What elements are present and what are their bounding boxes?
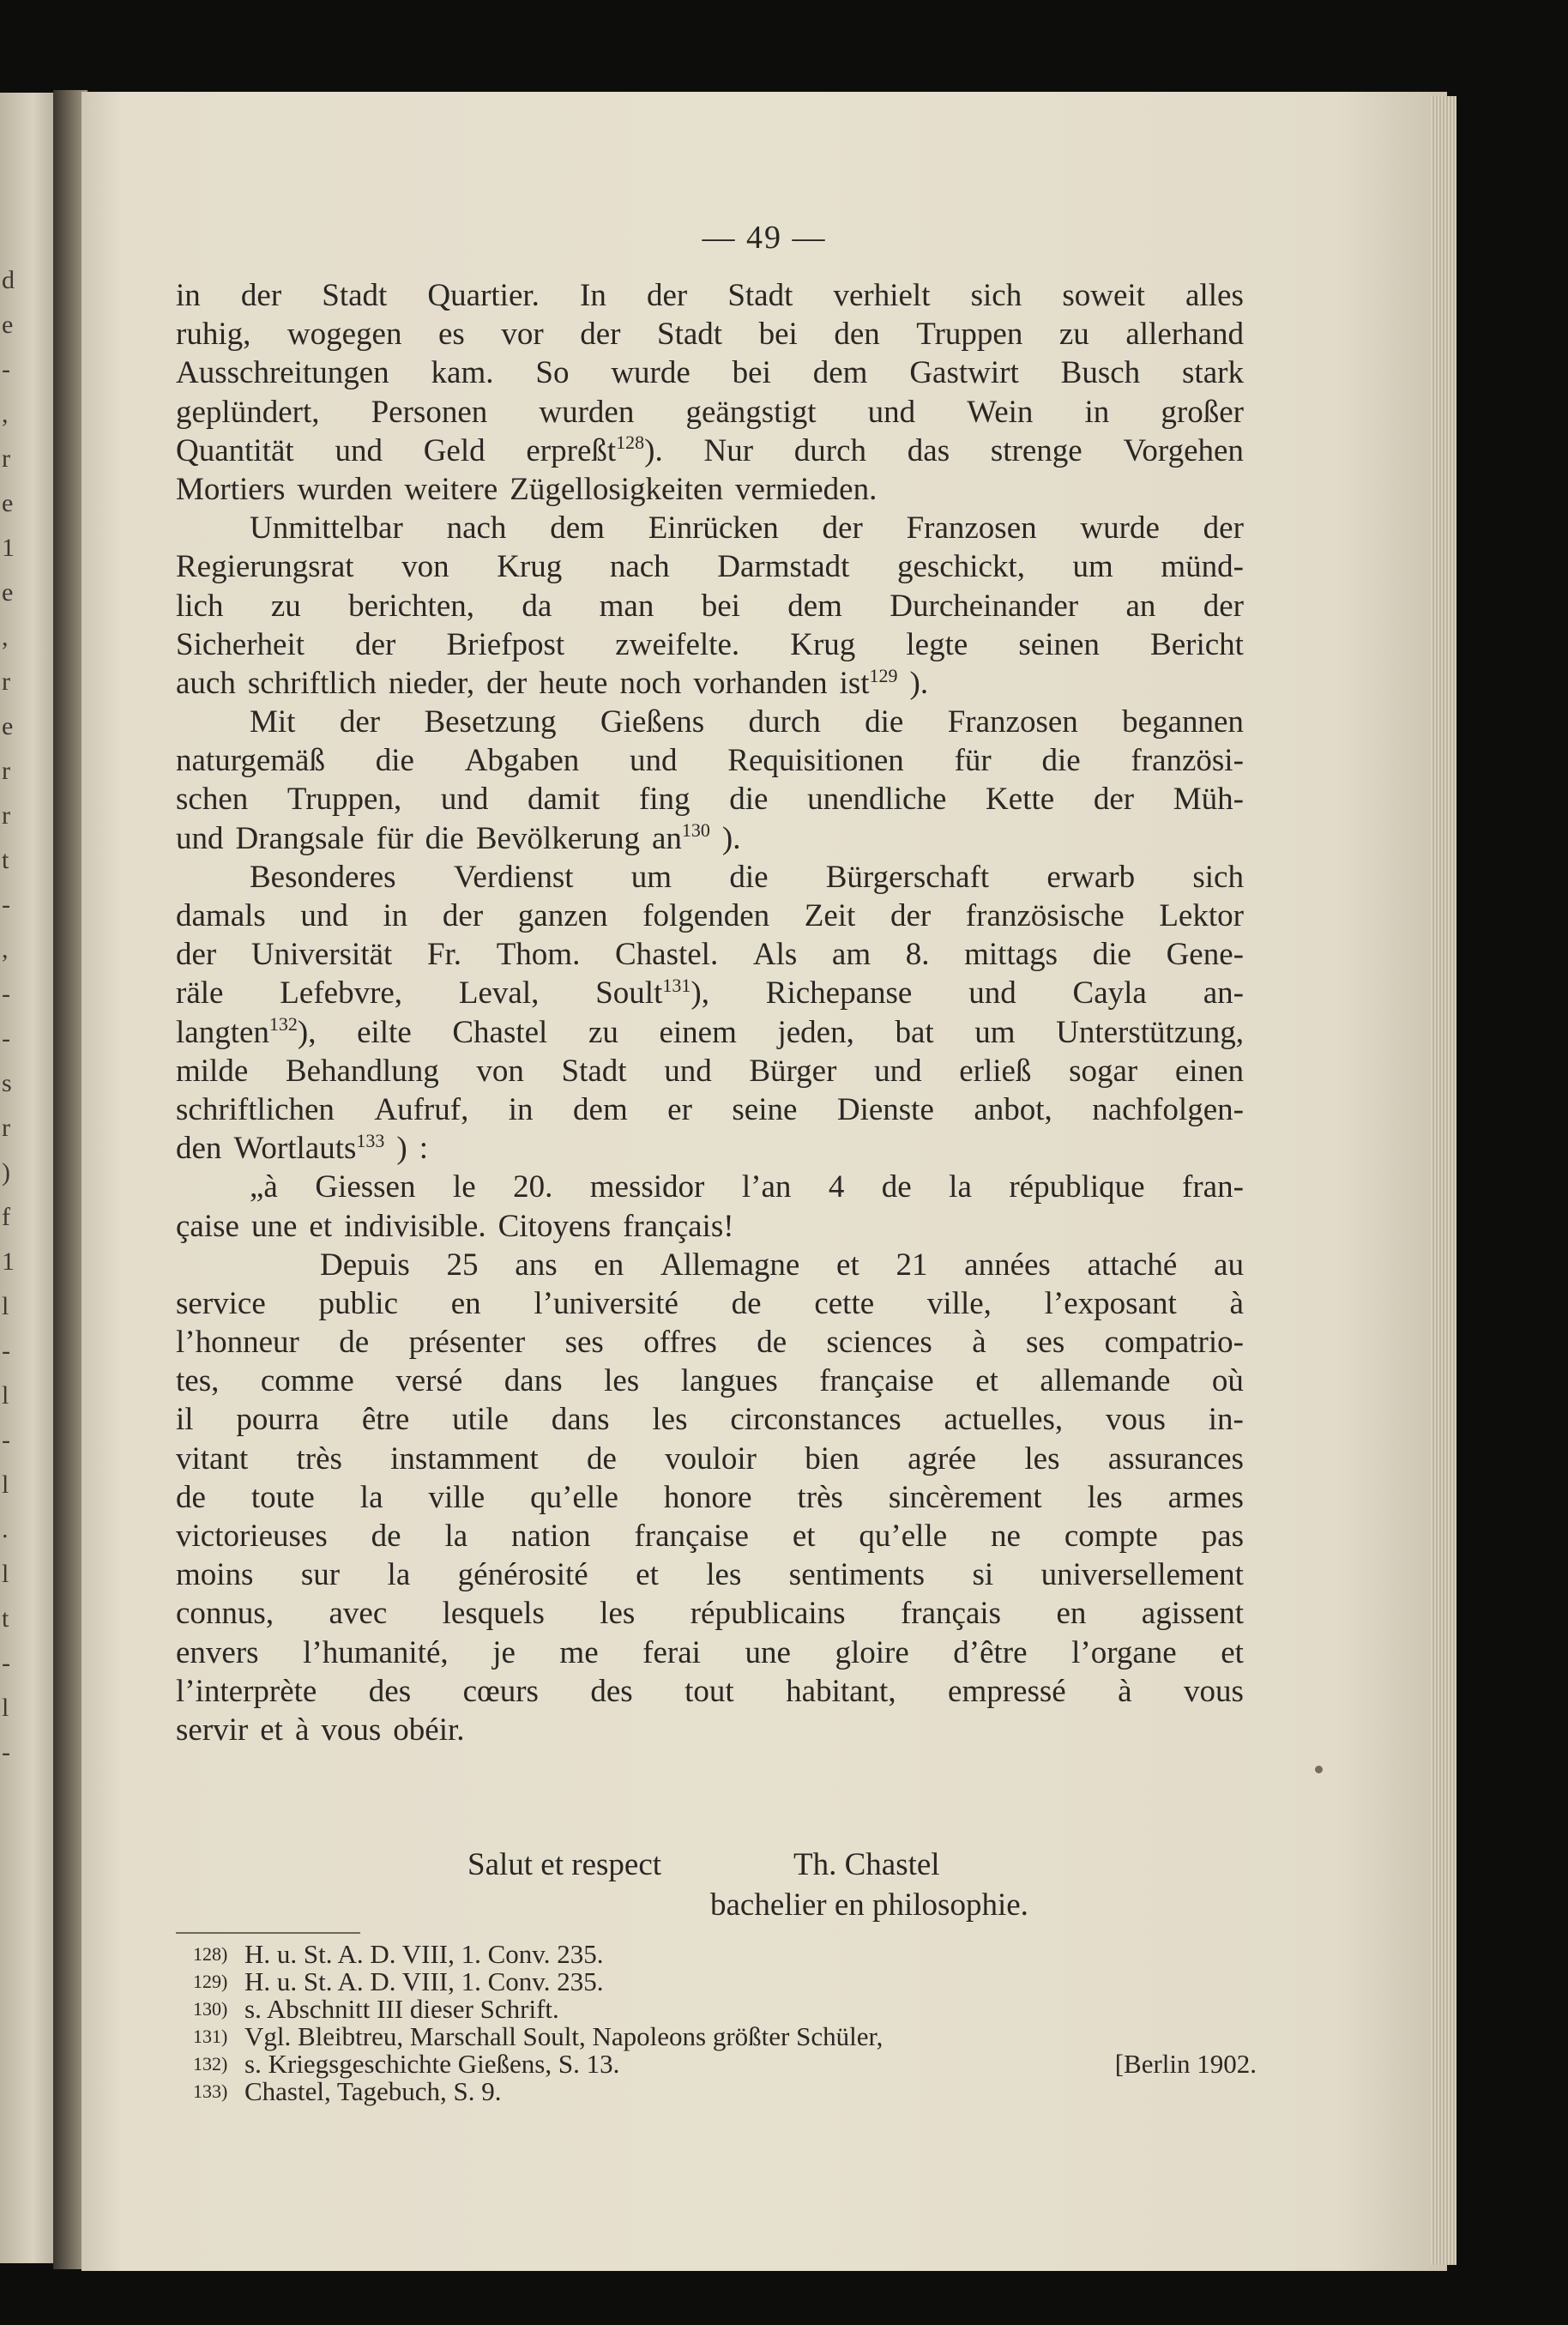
left-page-fragment: e — [2, 578, 14, 607]
footnote-text: Vgl. Bleibtreu, Marschall Soult, Napoleons größter Schüler, — [244, 2021, 884, 2051]
text-line: Quantität und Geld erpreßt128). Nur durch das strenge Vorgehen — [176, 432, 1244, 470]
footnote-number: 133) — [193, 2080, 228, 2102]
text-line: damals und in der ganzen folgenden Zeit der französische Lektor — [176, 898, 1244, 933]
text-line: service public en l’université de cette ville, l’exposant à — [176, 1285, 1244, 1321]
footnote-ref: langten132), — [176, 1013, 317, 1050]
footnote — [193, 2050, 1257, 2078]
footnote-ref: erpreßt128). — [526, 432, 663, 468]
text-line: schriftlichen Aufruf, in dem er seine Dienste anbot, nachfolgen- — [176, 1091, 1244, 1127]
text-line: Depuis 25 ans en Allemagne et 21 années attaché au — [320, 1247, 1244, 1283]
text-line: victorieuses de la nation française et qu’elle ne compte pas — [176, 1519, 1244, 1554]
text-line: il pourra être utile dans les circonstances actuelles, vous in- — [176, 1402, 1244, 1438]
left-page-fragment: e — [2, 712, 14, 740]
text-line: geplündert, Personen wurden geängstigt und Wein in großer — [176, 394, 1244, 430]
left-page-fragment: f — [2, 1203, 10, 1231]
text-line: „à Giessen le 20. messidor l’an 4 de la république fran- — [250, 1169, 1244, 1205]
left-page-fragment: - — [2, 1426, 10, 1454]
left-page-fragment: r — [2, 801, 10, 830]
left-page-fragment: 1 — [2, 534, 15, 562]
left-page-fragment: ) — [2, 1158, 10, 1187]
footnote-number: 130) — [193, 1998, 228, 2020]
left-page-fragment: - — [2, 1337, 10, 1365]
left-page-fragment: r — [2, 667, 10, 696]
footnote-text: H. u. St. A. D. VIII, 1. Conv. 235. — [244, 1966, 604, 1996]
text-line: connus, avec lesquels les républicains français en agissent — [176, 1596, 1244, 1632]
text-line: servir et à vous obéir. — [176, 1712, 465, 1748]
left-page-fragment: e — [2, 489, 14, 517]
left-page-fragment: , — [2, 935, 9, 963]
left-page-fragment: l — [2, 1292, 9, 1320]
left-page-fragment: l — [2, 1694, 9, 1722]
text-line: ruhig, wogegen es vor der Stadt bei den Truppen zu allerhand — [176, 317, 1244, 353]
footnote-text: s. Abschnitt III dieser Schrift. — [244, 1994, 559, 2024]
page-stack-edge — [1431, 96, 1456, 2265]
left-page-fragment: , — [2, 400, 9, 428]
left-page-fragment: l — [2, 1560, 9, 1588]
footnote-number: 128) — [193, 1943, 228, 1965]
text-line: Ausschreitungen kam. So wurde bei dem Gastwirt Busch stark — [176, 355, 1244, 391]
text-line: auch schriftlich nieder, der heute noch vorhanden ist129 ). — [176, 664, 1244, 703]
footnote — [193, 1996, 1257, 2023]
text-line: naturgemäß die Abgaben und Requisitionen für die französi- — [176, 743, 1244, 779]
text-line: langten132), eilte Chastel zu einem jeden, bat um Unterstützung, — [176, 1013, 1244, 1052]
footnote-text: s. Kriegsgeschichte Gießens, S. 13. — [244, 2049, 620, 2079]
ink-spot — [1315, 1766, 1323, 1773]
left-page-fragment: t — [2, 846, 9, 874]
left-page-fragment: s — [2, 1069, 12, 1097]
footnotes — [193, 1941, 1257, 2105]
text-line: l’interprète des cœurs des tout habitant, empressé à vous — [176, 1673, 1244, 1709]
text-line: schen Truppen, und damit fing die unendliche Kette der Müh- — [176, 782, 1244, 818]
text-line: Unmittelbar nach dem Einrücken der Franzosen wurde der — [250, 510, 1244, 547]
left-page-fragment: r — [2, 444, 10, 473]
footnote-number: 129) — [193, 1971, 228, 1992]
text-line: Sicherheit der Briefpost zweifelte. Krug legte seinen Bericht — [176, 626, 1244, 662]
text-line: milde Behandlung von Stadt und Bürger und erließ sogar einen — [176, 1053, 1244, 1089]
body-text — [176, 276, 1244, 1749]
footnote-number: 131) — [193, 2026, 228, 2047]
footnote-divider — [176, 1932, 360, 1934]
footnote-ref: Soult131), — [595, 975, 709, 1012]
footnote — [193, 2078, 1257, 2105]
left-page-fragment: r — [2, 1114, 10, 1142]
book-page — [81, 92, 1447, 2271]
footnote-continuation: [Berlin 1902. — [1114, 2049, 1257, 2079]
footnote-ref: an130 ). — [651, 819, 741, 856]
left-page-fragment: l — [2, 1470, 9, 1499]
left-page-fragment: l — [2, 1381, 9, 1410]
footnote — [193, 1968, 1257, 1996]
text-line: de toute la ville qu’elle honore très sincèrement les armes — [176, 1479, 1244, 1515]
left-page-fragment: - — [2, 1738, 10, 1766]
text-line: und Drangsale für die Bevölkerung an130 ). — [176, 819, 1244, 858]
signature-title: bachelier en philosophie. — [710, 1887, 1028, 1923]
text-line: l’honneur de présenter ses offres de sciences à ses compatrio- — [176, 1325, 1244, 1361]
footnote-number: 132) — [193, 2053, 228, 2074]
text-line: Mit der Besetzung Gießens durch die Franzosen begannen — [250, 704, 1244, 740]
footnote — [193, 1941, 1257, 1968]
left-page-fragment: 1 — [2, 1247, 15, 1276]
text-line: in der Stadt Quartier. In der Stadt verhielt sich soweit alles — [176, 278, 1244, 313]
text-line: Besonderes Verdienst um die Bürgerschaft erwarb sich — [250, 859, 1244, 895]
text-line: der Universität Fr. Thom. Chastel. Als am 8. mittags die Gene- — [176, 937, 1244, 973]
left-page-fragment: . — [2, 1515, 9, 1543]
text-line: envers l’humanité, je me ferai une gloire d’être l’organe et — [176, 1634, 1244, 1670]
left-page-fragment: e — [2, 311, 14, 339]
footnote-text: H. u. St. A. D. VIII, 1. Conv. 235. — [244, 1939, 604, 1969]
text-line: lich zu berichten, da man bei dem Durcheinander an der — [176, 588, 1244, 624]
text-line: moins sur la générosité et les sentiments si universellement — [176, 1557, 1244, 1593]
text-line: Mortiers wurden weitere Zügellosigkeiten vermieden. — [176, 471, 877, 507]
left-page-fragment: t — [2, 1604, 9, 1633]
signature-name: Th. Chastel — [793, 1847, 940, 1882]
left-page-fragment: , — [2, 623, 9, 651]
left-page-fragment: - — [2, 1649, 10, 1677]
closing-salutation: Salut et respect — [467, 1847, 662, 1882]
page-number: — 49 — — [702, 220, 827, 256]
left-page-fragment: - — [2, 1024, 10, 1053]
footnote-text: Chastel, Tagebuch, S. 9. — [244, 2076, 502, 2106]
left-page-fragment: r — [2, 757, 10, 785]
text-line: Regierungsrat von Krug nach Darmstadt geschickt, um münd- — [176, 549, 1244, 585]
footnote-ref: Wortlauts133 ) — [233, 1129, 407, 1167]
left-page-fragment: - — [2, 980, 10, 1008]
text-line: den Wortlauts133 ) : — [176, 1129, 1244, 1168]
text-line: vitant très instamment de vouloir bien agrée les assurances — [176, 1440, 1244, 1477]
text-line: tes, comme versé dans les langues française et allemande où — [176, 1363, 1244, 1399]
footnote-ref: ist129 ). — [839, 664, 929, 701]
left-page-fragment: - — [2, 891, 10, 919]
text-line: çaise une et indivisible. Citoyens français! — [176, 1208, 734, 1244]
footnote — [193, 2023, 1257, 2050]
text-line: räle Lefebvre, Leval, Soult131), Richepanse und Cayla an- — [176, 974, 1244, 1012]
left-page-fragment: - — [2, 355, 10, 383]
left-page-text-fragments — [0, 266, 15, 1810]
left-page-fragment: d — [2, 266, 15, 294]
